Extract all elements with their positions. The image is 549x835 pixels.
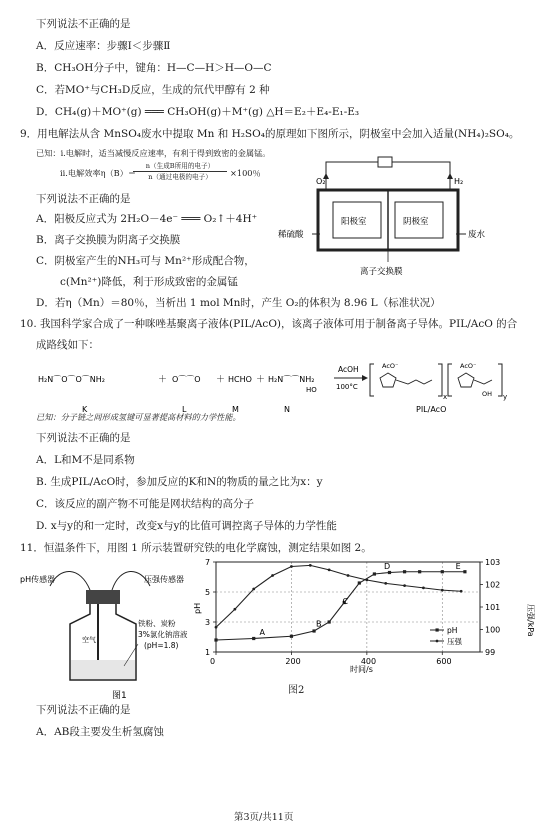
- pressure-marker: [215, 626, 218, 629]
- legend-marker-ph: [436, 628, 439, 631]
- x-axis-label: 时间/s: [350, 665, 373, 674]
- figure2-caption: 图2: [288, 685, 305, 696]
- series-line-pressure: [216, 565, 461, 627]
- acetate-anion-1: AcO⁻: [382, 362, 399, 370]
- label-m: M: [232, 405, 239, 414]
- point-label-d: D: [383, 561, 391, 571]
- pressure-marker: [328, 568, 331, 571]
- y-tick-label: 5: [205, 588, 211, 597]
- rubber-stopper: [86, 590, 120, 604]
- membrane-label: 离子交换膜: [360, 267, 403, 277]
- q10-stem-1: 10. 我国科学家合成了一种咪唑基聚离子液体(PIL/AcO)，该离子液体可用于制备离子导体。PIL/AcO 的合: [20, 318, 518, 330]
- solution-ph-label: (pH=1.8): [144, 641, 179, 650]
- figure1-caption: 图1: [112, 691, 127, 701]
- electrolysis-figure: [278, 150, 498, 280]
- q9-ask: 下列说法不正确的是: [36, 193, 131, 205]
- q9-stem: 9．用电解法从含 MnSO₄废水中提取 Mn 和 H₂SO₄的原理如下图所示，阴极室中会加入适量(NH₄)₂SO₄。: [20, 128, 520, 140]
- ph-marker: [441, 570, 444, 573]
- legend-marker-pressure: [436, 640, 439, 643]
- label-l: L: [182, 405, 187, 414]
- q9-known-2: ii.电解效率η（B）＝: [60, 168, 137, 178]
- q9-frac-den: n（通过电极的电子）: [148, 173, 212, 181]
- y2-axis-label: 压强/kPa: [526, 604, 535, 637]
- cathode-room-label: 阴极室: [403, 217, 429, 227]
- ph-marker: [388, 571, 391, 574]
- pressure-marker: [460, 590, 463, 593]
- ph-marker: [463, 570, 466, 573]
- y-axis-label: pH: [193, 602, 202, 614]
- pressure-marker: [403, 584, 406, 587]
- q9-frac-num: n（生成B所用的电子）: [145, 162, 215, 170]
- pressure-marker: [422, 586, 425, 589]
- q10-stem-2: 成路线如下：: [36, 339, 99, 351]
- pressure-marker: [384, 582, 387, 585]
- reagent-label: AcOH: [338, 365, 359, 374]
- q11-option-a: A．AB段主要发生析氢腐蚀: [36, 726, 164, 738]
- q9-option-a: A．阳极反应式为 2H₂O－4e⁻ ═══ O₂↑＋4H⁺: [36, 213, 258, 225]
- ph-marker: [328, 620, 331, 623]
- y2-tick-label: 102: [485, 580, 501, 590]
- pressure-sensor-label: 压强传感器: [144, 575, 184, 584]
- q8-option-d: D．CH₄(g)＋MO⁺(g) ═══ CH₃OH(g)＋M⁺(g) △H＝E₂＋E₄-E₁-E₃: [36, 106, 360, 118]
- q10-option-d: D. x与y的和一定时，改变x与y的比值可调控离子导体的力学性能: [36, 520, 337, 532]
- y2-tick-label: 103: [485, 558, 501, 567]
- ph-marker: [403, 570, 406, 573]
- n-ho-group: HO: [306, 386, 317, 394]
- ph-marker: [290, 635, 293, 638]
- reactant-m-formula: HCHO: [228, 375, 252, 384]
- legend-label-ph: pH: [447, 626, 458, 635]
- imidazolium-ring-1: [380, 373, 396, 387]
- y2-tick-label: 100: [485, 625, 501, 635]
- point-label-b: B: [316, 619, 322, 629]
- temperature-label: 100°C: [336, 383, 358, 391]
- plus-2: ＋: [216, 375, 226, 385]
- series-line-ph: [216, 572, 465, 640]
- q9-option-d: D．若η（Mn）＝80％，当析出 1 mol Mn时，产生 O₂的体积为 8.96 L（标准状况）: [36, 297, 441, 309]
- q11-ask: 下列说法不正确的是: [36, 704, 131, 716]
- q9-known-1: 已知：i.电解时，适当减慢反应速率，有利于得到致密的金属锰。: [36, 148, 271, 158]
- q9-option-c-2: c(Mn²⁺)降低，利于形成致密的金属锰: [60, 276, 238, 288]
- q10-option-b: B. 生成PIL/AcO时，参加反应的K和N的物质的量之比为x：y: [36, 476, 323, 488]
- pressure-marker: [309, 564, 312, 567]
- ph-marker: [358, 581, 361, 584]
- q8-option-b: B．CH₃OH分子中，键角：H—C—H＞H—O—C: [36, 62, 272, 74]
- h2-label: H₂: [454, 177, 464, 186]
- label-k: K: [82, 405, 88, 414]
- reactant-n-formula: H₂N⌒⌒NH₂: [268, 375, 315, 384]
- plus-1: ＋: [158, 375, 168, 385]
- acetate-anion-2: AcO⁻: [460, 362, 477, 370]
- pressure-marker: [233, 608, 236, 611]
- subscript-y: y: [503, 393, 508, 401]
- q8-option-c: C．若MO⁺与CH₃D反应，生成的氘代甲醇有 2 种: [36, 84, 270, 96]
- solution-label: 3%氯化钠溶液: [138, 630, 188, 639]
- q9-option-b: B．离子交换膜为阴离子交换膜: [36, 234, 181, 246]
- q10-option-c: C．该反应的副产物不可能是网状结构的高分子: [36, 498, 255, 510]
- x-tick-label: 600: [436, 657, 452, 666]
- air-label: 空气: [82, 636, 96, 644]
- plus-3: ＋: [256, 375, 266, 385]
- ph-sensor-label: pH传感器: [20, 575, 56, 584]
- subscript-x: x: [443, 393, 448, 401]
- q9-option-c-1: C．阴极室产生的NH₃可与 Mn²⁺形成配合物，: [36, 255, 255, 267]
- ph-marker: [373, 572, 376, 575]
- product-oh-group: OH: [482, 390, 493, 398]
- reactant-l-formula: O⌒⌒O: [172, 375, 201, 384]
- q9-percent: ×100％: [230, 168, 261, 178]
- point-label-e: E: [455, 561, 461, 571]
- point-label-a: A: [259, 627, 265, 637]
- q10-ask: 下列说法不正确的是: [36, 432, 131, 444]
- salt-solution: [71, 660, 135, 679]
- figure2-chart: [180, 552, 535, 702]
- q10-known: 已知：分子链之间形成氢键可显著提高材料的力学性能。: [36, 412, 241, 422]
- label-product: PIL/AcO: [416, 405, 447, 414]
- pressure-marker: [252, 588, 255, 591]
- y-tick-label: 3: [205, 618, 211, 627]
- pressure-marker: [271, 574, 274, 577]
- x-tick-label: 200: [285, 657, 301, 666]
- imidazolium-ring-2: [458, 373, 474, 387]
- y2-tick-label: 101: [485, 603, 501, 612]
- point-label-c: C: [342, 597, 349, 606]
- q8-option-a: A．反应速率：步骤Ⅰ＜步骤Ⅱ: [36, 40, 171, 52]
- pressure-marker: [441, 589, 444, 592]
- ph-marker: [252, 637, 255, 640]
- dilute-sulfuric-acid-label: 稀硫酸: [278, 230, 304, 240]
- legend-label-pressure: 压强: [447, 637, 462, 646]
- label-n: N: [284, 405, 290, 414]
- q9-frac-bar: [133, 171, 227, 172]
- ph-marker: [418, 570, 421, 573]
- q8-ask: 下列说法不正确的是: [36, 18, 131, 30]
- wastewater-label: 废水: [468, 230, 486, 240]
- pressure-marker: [347, 574, 350, 577]
- q10-option-a: A．L和M不是同系物: [36, 454, 135, 466]
- power-supply: [378, 157, 392, 167]
- x-tick-label: 400: [360, 657, 377, 666]
- y-tick-label: 7: [205, 558, 211, 567]
- reactant-k-formula: H₂N⌒O⌒O⌒NH₂: [38, 375, 106, 384]
- y-tick-label: 1: [205, 648, 211, 657]
- o2-label: O₂: [316, 177, 326, 186]
- ph-marker: [312, 629, 315, 632]
- page-footer: 第3页/共11页: [234, 812, 294, 823]
- synthesis-scheme: [36, 358, 536, 416]
- q11-stem: 11．恒温条件下，用图 1 所示装置研究铁的电化学腐蚀，测定结果如图 2。: [20, 542, 372, 554]
- powder-label: 铁粉、炭粉: [138, 619, 176, 628]
- anode-room-label: 阳极室: [341, 217, 367, 227]
- y2-tick-label: 99: [485, 648, 496, 657]
- pressure-marker: [365, 579, 368, 582]
- ph-marker: [214, 638, 217, 641]
- pressure-marker: [290, 565, 293, 568]
- x-tick-label: 0: [210, 657, 216, 666]
